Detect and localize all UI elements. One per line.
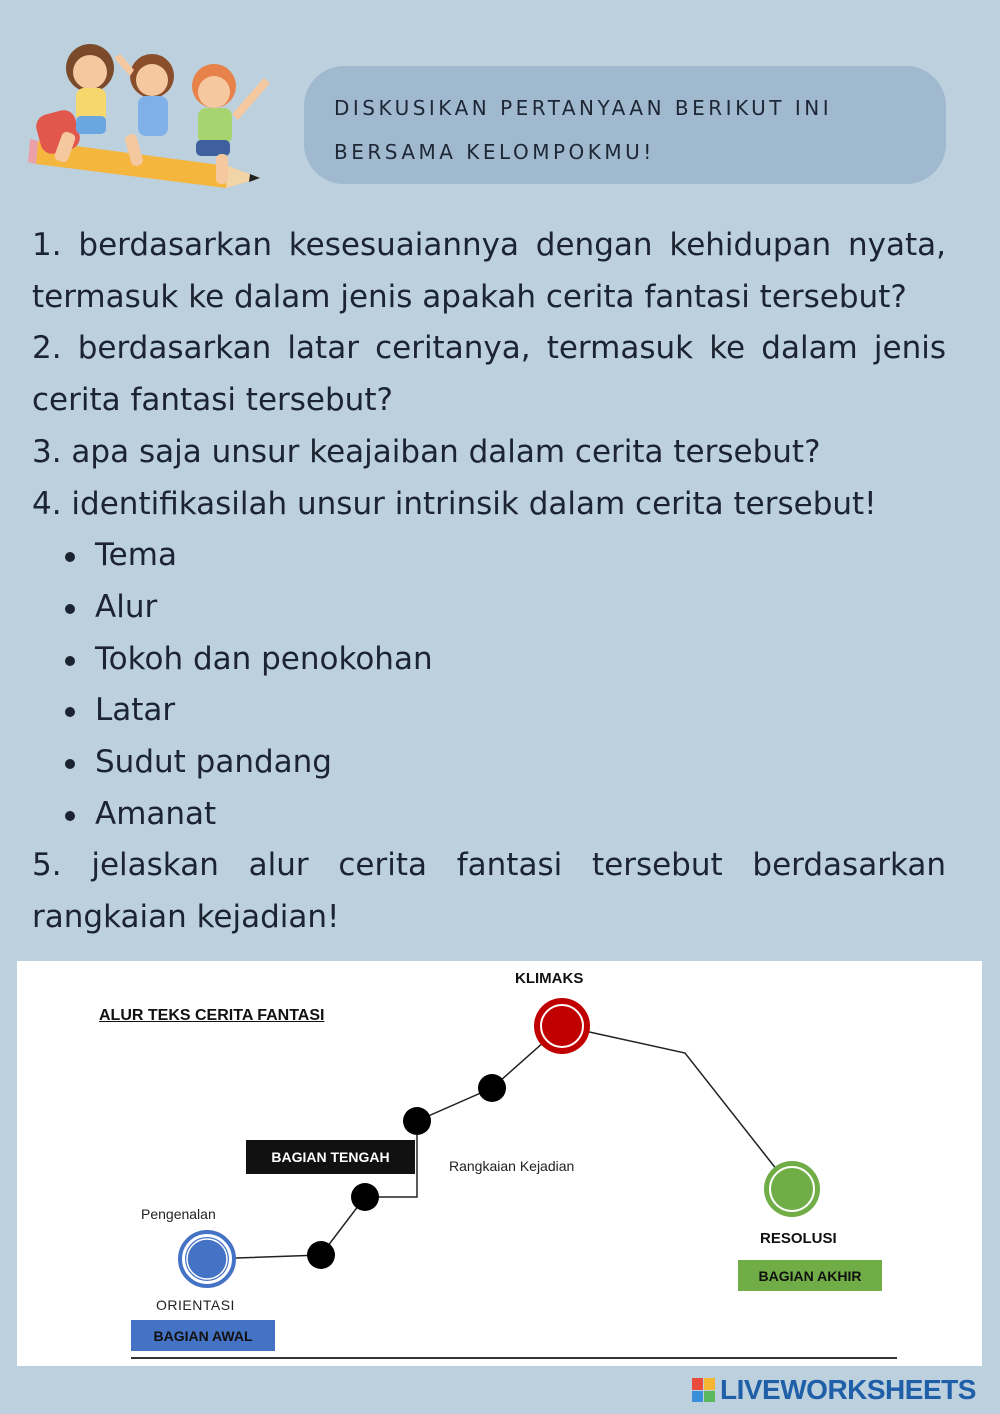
rangkaian-kejadian-label: Rangkaian Kejadian	[449, 1158, 575, 1174]
bagian-akhir-badge: BAGIAN AKHIR	[738, 1260, 882, 1291]
list-item-label: Tokoh dan penokohan	[95, 640, 433, 677]
resolusi-node	[764, 1161, 820, 1217]
intrinsic-element-list	[32, 530, 946, 840]
bagian-tengah-badge: BAGIAN TENGAH	[246, 1140, 415, 1174]
banner-line-2: BERSAMA KELOMPOKMU!	[334, 140, 655, 164]
question-1: 1. berdasarkan kesesuaiannya dengan kehidupan nyata, termasuk ke dalam jenis apakah cerita fantasi tersebut?	[32, 227, 946, 315]
liveworksheets-wordmark: LIVEWORKSHEETS	[720, 1374, 976, 1405]
question-5: 5. jelaskan alur cerita fantasi tersebut berdasarkan rangkaian kejadian!	[32, 847, 946, 936]
bullet-icon	[65, 759, 75, 769]
pengenalan-label: Pengenalan	[141, 1206, 216, 1222]
orientasi-node	[185, 1237, 229, 1281]
bagian-awal-badge: BAGIAN AWAL	[131, 1320, 275, 1351]
resolusi-label: RESOLUSI	[760, 1230, 837, 1247]
event-dot-2	[351, 1183, 379, 1211]
kids-on-pencil-illustration	[28, 36, 288, 202]
bullet-icon	[65, 707, 75, 717]
bullet-icon	[65, 656, 75, 666]
list-item	[32, 685, 946, 737]
instruction-banner	[304, 66, 946, 184]
event-dot-4	[478, 1074, 506, 1102]
liveworksheets-icon	[692, 1378, 714, 1402]
list-item-label: Alur	[95, 588, 158, 625]
list-item-label: Tema	[95, 537, 177, 574]
bullet-icon	[65, 604, 75, 614]
klimaks-label: KLIMAKS	[515, 970, 584, 987]
orientasi-label: ORIENTASI	[156, 1297, 235, 1313]
list-item	[32, 634, 946, 686]
list-item	[32, 530, 946, 582]
plot-diagram	[17, 961, 982, 1366]
bullet-icon	[65, 811, 75, 821]
list-item	[32, 582, 946, 634]
list-item	[32, 737, 946, 789]
diagram-title: ALUR TEKS CERITA FANTASI	[99, 1007, 325, 1024]
banner-line-1: DISKUSIKAN PERTANYAAN BERIKUT INI	[334, 96, 833, 120]
klimaks-node	[534, 998, 590, 1054]
list-item-label: Sudut pandang	[95, 744, 332, 781]
question-2: 2. berdasarkan latar ceritanya, termasuk ke dalam jenis cerita fantasi tersebut?	[32, 330, 946, 419]
event-dot-1	[307, 1241, 335, 1269]
bullet-icon	[65, 552, 75, 562]
question-4: 4. identifikasilah unsur intrinsik dalam cerita tersebut!	[32, 485, 877, 522]
list-item-label: Latar	[95, 692, 176, 729]
list-item	[32, 789, 946, 841]
event-dot-3	[403, 1107, 431, 1135]
liveworksheets-logo[interactable]	[692, 1374, 976, 1406]
question-3: 3. apa saja unsur keajaiban dalam cerita tersebut?	[32, 433, 821, 470]
question-list	[32, 220, 946, 944]
list-item-label: Amanat	[95, 795, 217, 832]
